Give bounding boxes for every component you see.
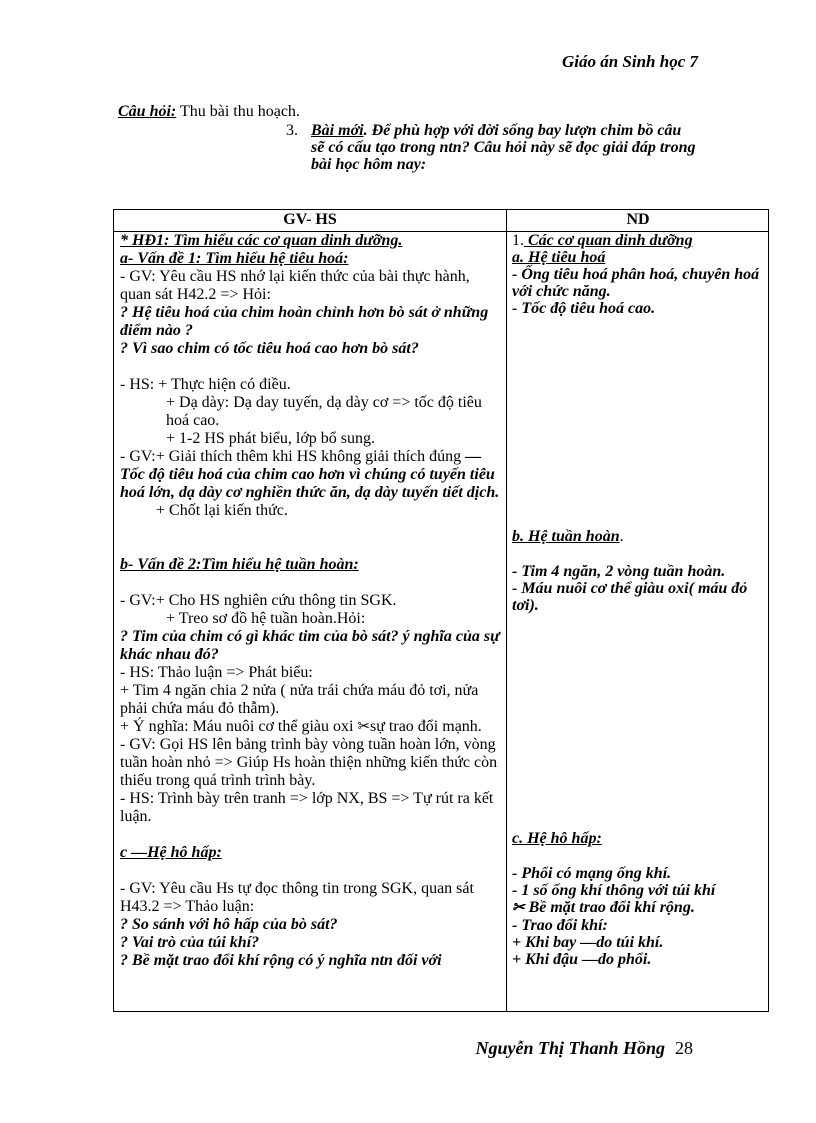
question: ? Tim của chim có gì khác tim của bò sát? ý nghĩa của sự khác nhau đó? bbox=[120, 628, 500, 663]
teacher-student-column bbox=[120, 232, 502, 970]
content-point: - Tốc độ tiêu hoá cao. bbox=[512, 300, 656, 317]
author-name: Nguyễn Thị Thanh Hồng bbox=[475, 1038, 665, 1058]
gv-instruction: - GV: Yêu cầu Hs tự đọc thông tin trong SGK, quan sát H43.2 => Thảo luận: bbox=[120, 880, 474, 915]
new-lesson-number: 3. bbox=[286, 122, 298, 139]
question-line bbox=[118, 103, 300, 121]
issue-1-heading: a- Vấn đề 1: Tìm hiểu hệ tiêu hoá: bbox=[120, 250, 349, 267]
question: ? Vai trò của túi khí? bbox=[120, 934, 260, 951]
new-lesson-paragraph bbox=[286, 122, 696, 173]
respiratory-heading: c. Hệ hô hấp: bbox=[512, 830, 602, 847]
hs-response: + Dạ dày: Dạ day tuyến, dạ dày cơ => tốc độ tiêu hoá cao. bbox=[166, 394, 482, 429]
gv-instruction: - GV: Gọi HS lên bảng trình bày vòng tuần hoàn lớn, vòng tuần hoàn nhỏ => Giúp Hs hoàn thiện những kiến thức còn thiếu trong quá trình trình bày. bbox=[120, 736, 498, 789]
issue-2-heading: b- Vấn đề 2:Tìm hiểu hệ tuần hoàn: bbox=[120, 556, 359, 573]
content-point: - Tim 4 ngăn, 2 vòng tuần hoàn. bbox=[512, 563, 726, 580]
hs-response: - HS: Thảo luận => Phát biểu: bbox=[120, 664, 313, 681]
activity-1-heading: * HĐ1: Tìm hiểu các cơ quan dinh dưỡng. bbox=[120, 232, 403, 249]
content-point: - Phổi có mạng ống khí. bbox=[512, 865, 672, 882]
content-point: + Khi đậu —do phổi. bbox=[512, 951, 652, 968]
gv-instruction: + Treo sơ đồ hệ tuần hoàn.Hỏi: bbox=[166, 610, 366, 627]
question-text: Thu bài thu hoạch. bbox=[176, 103, 300, 120]
header-title: Giáo án Sinh học 7 bbox=[561, 52, 698, 71]
gv-conclusion: + Chốt lại kiến thức. bbox=[156, 502, 288, 519]
hs-response: - HS: + Thực hiện có điều. bbox=[120, 376, 291, 393]
issue-3-heading: c —Hệ hô hấp: bbox=[120, 844, 222, 861]
scissors-icon: ✂ bbox=[512, 900, 525, 916]
footer bbox=[475, 1038, 693, 1059]
hs-response: + 1-2 HS phát biểu, lớp bổ sung. bbox=[166, 430, 376, 447]
content-point: - Trao đổi khí: bbox=[512, 917, 608, 934]
header-nd: ND bbox=[626, 211, 650, 228]
gv-instruction: - GV: Yêu cầu HS nhớ lại kiến thức của bài thực hành, quan sát H42.2 => Hỏi: bbox=[120, 268, 470, 303]
scissors-icon: ✂ bbox=[357, 719, 371, 735]
page-number: 28 bbox=[675, 1038, 693, 1058]
header-gv-hs: GV- HS bbox=[283, 211, 337, 228]
question-label: Câu hỏi: bbox=[118, 103, 177, 120]
question: ? Bề mặt trao đổi khí rộng có ý nghĩa ntn đối với bbox=[120, 952, 442, 969]
hs-response: + Tim 4 ngăn chia 2 nửa ( nửa trái chứa máu đỏ tơi, nửa phải chứa máu đỏ thẫm). bbox=[120, 682, 479, 717]
column-divider bbox=[506, 210, 507, 1011]
content-point: - Ống tiêu hoá phân hoá, chuyên hoá với chức năng. bbox=[512, 266, 760, 300]
gv-instruction: - GV:+ Cho HS nghiên cứu thông tin SGK. bbox=[120, 592, 397, 609]
content-point: - 1 số ống khí thông với túi khí bbox=[512, 882, 716, 899]
circulatory-heading: b. Hệ tuần hoàn. bbox=[512, 528, 624, 545]
question: ? Hệ tiêu hoá của chim hoàn chỉnh hơn bò sát ở những điểm nào ? bbox=[120, 304, 489, 339]
hs-response: - HS: Trình bày trên tranh => lớp NX, BS => Tự rút ra kết luận. bbox=[120, 790, 494, 825]
lesson-table bbox=[113, 209, 769, 1012]
content-point: - Máu nuôi cơ thể giàu oxi( máu đỏ tơi). bbox=[512, 580, 748, 614]
question: ? So sánh với hô hấp của bò sát? bbox=[120, 916, 338, 933]
content-point: ✂ Bề mặt trao đổi khí rộng. bbox=[512, 899, 695, 916]
hs-response: + Ý nghĩa: Máu nuôi cơ thể giàu oxi ✂sự trao đổi mạnh. bbox=[120, 718, 482, 735]
new-lesson-label: Bài mới bbox=[311, 122, 364, 139]
new-lesson-text: . Để phù hợp với đời sống bay lượn chim bồ câu sẽ có cấu tạo trong ntn? Câu hỏi này sẽ đọc giải đáp trong bài học hôm nay: bbox=[311, 122, 696, 173]
content-point: + Khi bay —do túi khí. bbox=[512, 934, 664, 951]
question: ? Vì sao chim có tốc tiêu hoá cao hơn bò sát? bbox=[120, 340, 419, 357]
section-1-heading: 1. Các cơ quan dinh dưỡng bbox=[512, 232, 693, 249]
gv-explanation: - GV:+ Giải thích thêm khi HS không giải thích đúng — Tốc độ tiêu hoá của chim cao hơn vì chúng có tuyến tiêu hoá lớn, dạ dày cơ nghiền thức ăn, dạ dày tuyến tiết dịch. bbox=[120, 448, 500, 501]
digestive-heading: a. Hệ tiêu hoá bbox=[512, 249, 606, 266]
content-column bbox=[512, 232, 768, 968]
